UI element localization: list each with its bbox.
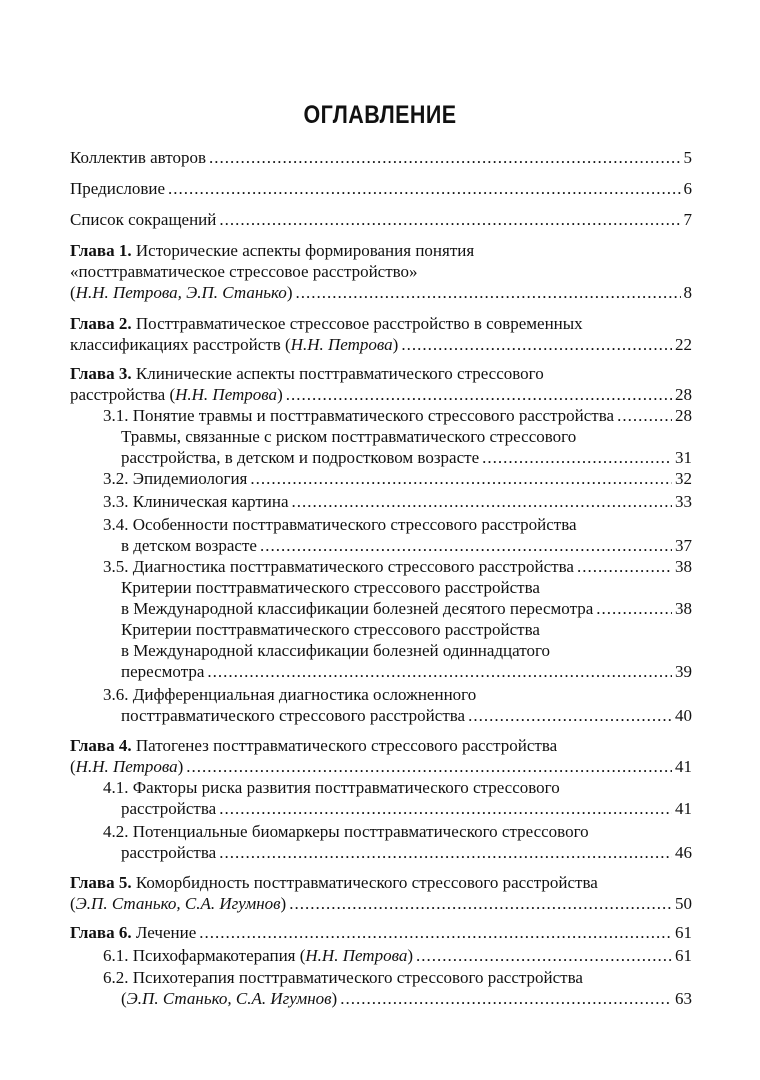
- toc-chapter-2-line1[interactable]: [70, 313, 692, 335]
- toc-entry-abbreviations[interactable]: [70, 209, 692, 231]
- chapter-authors: Н.Н. Петрова, Э.П. Станько: [75, 283, 287, 302]
- toc-page-number: 6: [683, 179, 692, 198]
- dot-leader: [199, 922, 672, 944]
- subsection-title: пересмотра: [121, 662, 205, 681]
- toc-page-number: 38: [675, 599, 692, 618]
- dot-leader: [219, 209, 680, 231]
- toc-page-number: 41: [675, 799, 692, 818]
- toc-chapter-3-line1[interactable]: [70, 363, 692, 385]
- chapter-label: Глава 3.: [70, 364, 132, 383]
- paren: ): [331, 989, 338, 1008]
- chapter-label: Глава 1.: [70, 241, 132, 260]
- toc-chapter-2-line2: [70, 334, 692, 356]
- chapter-title: расстройства (: [70, 385, 176, 404]
- toc-section-3-4-line1[interactable]: [103, 514, 692, 536]
- dot-leader: [260, 535, 672, 557]
- dot-leader: [219, 842, 672, 864]
- toc-section-6-2-line1[interactable]: [103, 967, 692, 989]
- toc-section-3-6-line2: [121, 705, 692, 727]
- dot-leader: [292, 491, 672, 513]
- subsection-title: Критерии посттравматического стрессового расстройства: [121, 578, 540, 597]
- toc-chapter-3-line2: [70, 384, 692, 406]
- toc-page-number: 61: [675, 946, 692, 965]
- toc-chapter-5-line1[interactable]: [70, 872, 692, 894]
- dot-leader: [295, 282, 680, 304]
- toc-page-number: 41: [675, 757, 692, 776]
- toc-page-number: 40: [675, 706, 692, 725]
- chapter-authors: Н.Н. Петрова: [175, 385, 278, 404]
- dot-leader: [482, 447, 672, 469]
- toc-page-number: 5: [683, 148, 692, 167]
- toc-subsection-3-5-b-line1[interactable]: [121, 619, 692, 641]
- toc-subsection-3-5-b-line3: [121, 661, 692, 683]
- paren: ): [277, 385, 283, 404]
- toc-entry-text: Предисловие: [70, 179, 166, 198]
- paren: ): [280, 894, 287, 913]
- dot-leader: [416, 945, 672, 967]
- paren: ): [407, 946, 414, 965]
- subsection-title: Травмы, связанные с риском посттравматического стрессового: [121, 427, 577, 446]
- dot-leader: [340, 988, 672, 1010]
- toc-chapter-5-line2: [70, 893, 692, 915]
- toc-subsection-3-1-a-line2: [121, 447, 692, 469]
- toc-page-number: 8: [683, 283, 692, 302]
- chapter-label: Глава 4.: [70, 736, 132, 755]
- toc-subsection-3-5-a-line2: [121, 598, 692, 620]
- dot-leader: [219, 798, 672, 820]
- paren: (: [70, 283, 76, 302]
- section-title: 3.5. Диагностика посттравматического стрессового расстройства: [103, 557, 574, 576]
- section-authors: Н.Н. Петрова: [305, 946, 408, 965]
- subsection-title: в Международной классификации болезней одиннадцатого: [121, 641, 551, 660]
- toc-page-number: 38: [675, 557, 692, 576]
- toc-section-3-3[interactable]: [103, 491, 692, 513]
- toc-section-4-1-line2: [121, 798, 692, 820]
- subsection-title: Критерии посттравматического стрессового расстройства: [121, 620, 540, 639]
- chapter-title: Лечение: [135, 923, 197, 942]
- toc-page-number: 32: [675, 469, 692, 488]
- paren: (: [121, 989, 127, 1008]
- section-title: расстройства: [121, 799, 217, 818]
- toc-page-number: 31: [675, 448, 692, 467]
- toc-section-6-1[interactable]: [103, 945, 692, 967]
- section-title: посттравматического стрессового расстройства: [121, 706, 466, 725]
- chapter-authors: Н.Н. Петрова: [290, 335, 393, 354]
- toc-section-3-4-line2: [121, 535, 692, 557]
- paren: ): [392, 335, 399, 354]
- section-title: 3.4. Особенности посттравматического стрессового расстройства: [103, 515, 577, 534]
- toc-page-number: 46: [675, 843, 692, 862]
- toc-entry-authors-collective[interactable]: [70, 147, 692, 169]
- chapter-label: Глава 6.: [70, 923, 132, 942]
- toc-chapter-1-line1[interactable]: [70, 240, 692, 262]
- chapter-label: Глава 2.: [70, 314, 132, 333]
- subsection-title: в Международной классификации болезней десятого пересмотра: [121, 599, 594, 618]
- toc-chapter-4-line2: [70, 756, 692, 778]
- toc-subsection-3-1-a-line1[interactable]: [121, 426, 692, 448]
- section-title: 6.2. Психотерапия посттравматического стрессового расстройства: [103, 968, 583, 987]
- chapter-authors: Э.П. Станько, С.А. Игумнов: [75, 894, 281, 913]
- toc-page-number: 63: [675, 989, 692, 1008]
- toc-page-number: 22: [675, 335, 692, 354]
- toc-page-number: 37: [675, 536, 692, 555]
- toc-page-number: 28: [675, 406, 692, 425]
- section-title: 3.2. Эпидемиология: [103, 469, 248, 488]
- section-title: 4.1. Факторы риска развития посттравматического стрессового: [103, 778, 560, 797]
- dot-leader: [207, 661, 672, 683]
- chapter-title: Патогенез посттравматического стрессового расстройства: [135, 736, 558, 755]
- toc-section-4-2-line2: [121, 842, 692, 864]
- chapter-title: Посттравматическое стрессовое расстройство в современных: [135, 314, 583, 333]
- dot-leader: [250, 468, 672, 490]
- section-title: 3.3. Клиническая картина: [103, 492, 289, 511]
- paren: ): [177, 757, 184, 776]
- paren: (: [70, 894, 76, 913]
- toc-chapter-1-line3: [70, 282, 692, 304]
- toc-page-number: 39: [675, 662, 692, 681]
- toc-page-number: 50: [675, 894, 692, 913]
- dot-leader: [186, 756, 672, 778]
- toc-entry-text: Коллектив авторов: [70, 148, 206, 167]
- section-title: 3.6. Дифференциальная диагностика осложненного: [103, 685, 477, 704]
- dot-leader: [401, 334, 672, 356]
- chapter-title: Коморбидность посттравматического стрессового расстройства: [135, 873, 598, 892]
- dot-leader: [577, 556, 672, 578]
- subsection-title: расстройства, в детском и подростковом возрасте: [121, 448, 480, 467]
- chapter-authors: Н.Н. Петрова: [75, 757, 178, 776]
- toc-chapter-6[interactable]: [70, 922, 692, 944]
- section-title: 4.2. Потенциальные биомаркеры посттравматического стрессового: [103, 822, 589, 841]
- toc-section-3-5[interactable]: [103, 556, 692, 578]
- toc-section-6-2-line2: [121, 988, 692, 1010]
- paren: ): [286, 283, 293, 302]
- toc-subsection-3-5-b-line2: [121, 640, 692, 662]
- paren: (: [70, 757, 76, 776]
- dot-leader: [289, 893, 672, 915]
- chapter-label: Глава 5.: [70, 873, 132, 892]
- toc-section-4-2-line1[interactable]: [103, 821, 692, 843]
- chapter-title: Клинические аспекты посттравматического стрессового: [135, 364, 544, 383]
- dot-leader: [617, 405, 672, 427]
- section-authors: Э.П. Станько, С.А. Игумнов: [126, 989, 332, 1008]
- toc-section-4-1-line1[interactable]: [103, 777, 692, 799]
- section-title: расстройства: [121, 843, 217, 862]
- chapter-title: Исторические аспекты формирования понятия: [135, 241, 475, 260]
- dot-leader: [209, 147, 681, 169]
- section-title: 6.1. Психофармакотерапия (: [103, 946, 306, 965]
- section-title: в детском возрасте: [121, 536, 257, 555]
- toc-page-number: 61: [675, 923, 692, 942]
- toc-section-3-1[interactable]: [103, 405, 692, 427]
- chapter-title: классификациях расстройств (: [70, 335, 291, 354]
- toc-chapter-4-line1[interactable]: [70, 735, 692, 757]
- toc-section-3-2[interactable]: [103, 468, 692, 490]
- dot-leader: [286, 384, 672, 406]
- toc-section-3-6-line1[interactable]: [103, 684, 692, 706]
- toc-entry-preface[interactable]: [70, 178, 692, 200]
- dot-leader: [468, 705, 672, 727]
- toc-subsection-3-5-a-line1[interactable]: [121, 577, 692, 599]
- toc-chapter-1-line2: [70, 261, 692, 283]
- section-title: 3.1. Понятие травмы и посттравматического стрессового расстройства: [103, 406, 615, 425]
- toc-page-number: 7: [683, 210, 692, 229]
- page-title: ОГЛАВЛЕНИЕ: [303, 101, 457, 129]
- dot-leader: [168, 178, 680, 200]
- toc-page-number: 28: [675, 385, 692, 404]
- dot-leader: [596, 598, 672, 620]
- toc-entry-text: Список сокращений: [70, 210, 217, 229]
- toc-page-number: 33: [675, 492, 692, 511]
- chapter-title: «посттравматическое стрессовое расстройство»: [70, 262, 418, 281]
